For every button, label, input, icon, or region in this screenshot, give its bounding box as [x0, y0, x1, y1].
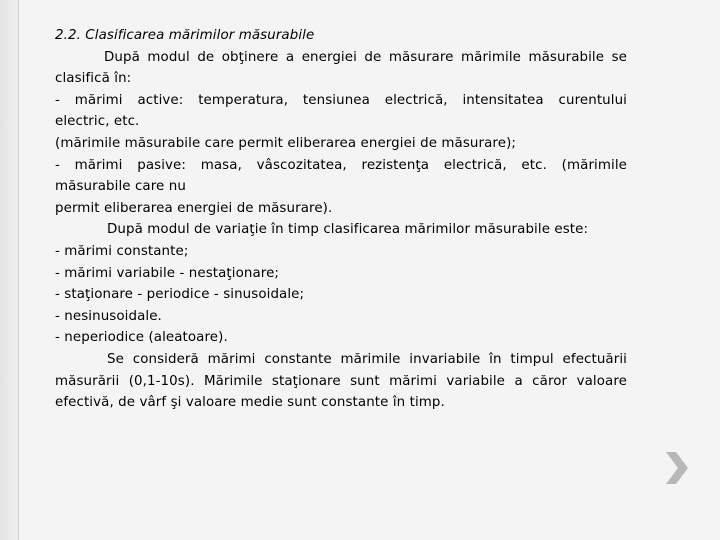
paragraph-line: efectivă, de vârf şi valoare medie sunt constante în timp. [55, 395, 445, 411]
list-item: - staţionare - periodice - sinusoidale; [55, 287, 305, 303]
list-item: - neperiodice (aleatoare). [55, 330, 228, 346]
paragraph-line: măsurabile care nu [55, 179, 186, 195]
paragraph-line: clasifică în: [55, 71, 132, 87]
slide-left-band [0, 0, 19, 540]
paragraph-line: electric, etc. [55, 114, 140, 130]
section-title: 2.2. Clasificarea mărimilor măsurabile [55, 28, 315, 43]
next-slide-button[interactable] [660, 448, 692, 488]
paragraph-line: După modul de obţinere a energiei de măsurare mărimile măsurabile se [104, 49, 627, 65]
paragraph-line: (mărimile măsurabile care permit eliberarea energiei de măsurare); [55, 135, 517, 151]
paragraph-line: După modul de variaţie în timp clasificarea mărimilor măsurabile este: [107, 222, 589, 238]
list-item: - mărimi variabile - nestaţionare; [55, 265, 280, 281]
chevron-right-icon [660, 448, 692, 488]
slide-content [55, 25, 627, 414]
list-item: - nesinusoidale. [55, 308, 162, 324]
paragraph-line: - mărimi active: temperatura, tensiunea electrică, intensitatea curentului [55, 92, 627, 108]
paragraph-line: Se consideră mărimi constante mărimile invariabile în timpul efectuării [107, 351, 627, 367]
paragraph-line: - mărimi pasive: masa, vâscozitatea, rezistenţa electrică, etc. (mărimile [55, 157, 627, 173]
paragraph-line: permit eliberarea energiei de măsurare). [55, 200, 333, 216]
paragraph-line: măsurării (0,1-10s). Mărimile staţionare sunt mărimi variabile a căror valoare [55, 373, 627, 389]
list-item: - mărimi constante; [55, 243, 189, 259]
